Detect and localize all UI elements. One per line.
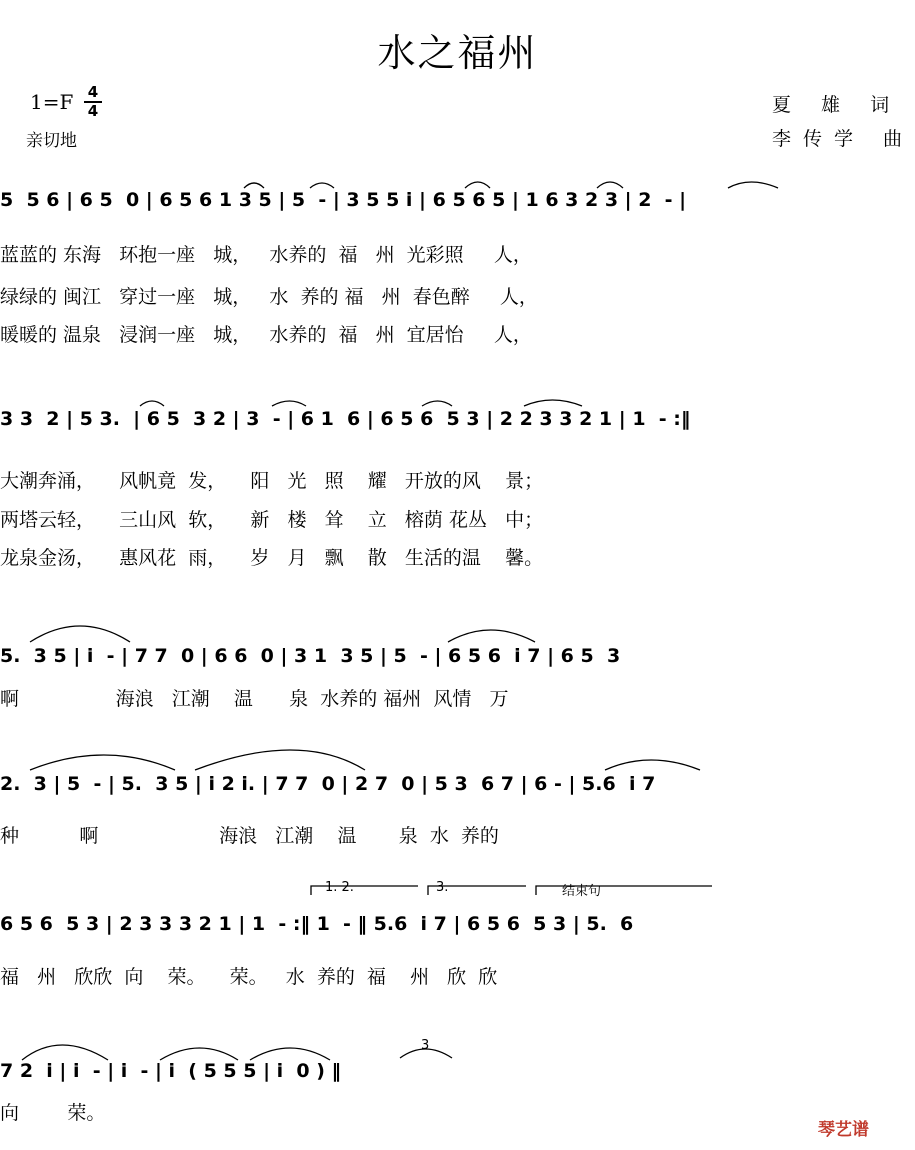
notation-line-3: 5. 3 5 | i - | 7 7 0 | 6 6 0 | 3 1 3 5 | 5 - | 6 5 6 i 7 | 6 5 3	[0, 645, 621, 667]
volta-1-2: 1. 2.	[325, 880, 354, 895]
notation-line-5: 6 5 6 5 3 | 2 3 3 3 2 1 | 1 - :‖ 1 - ‖ 5.6 i 7 | 6 5 6 5 3 | 5. 6	[0, 913, 634, 935]
ending-phrase-label: 结束句	[562, 884, 602, 899]
key-signature: 1=F	[30, 90, 74, 114]
notation-line-4: 2. 3 | 5 - | 5. 3 5 | i 2 i. | 7 7 0 | 2 7 0 | 5 3 6 7 | 6 - | 5.6 i 7	[0, 773, 656, 795]
lyric-line-6-1: 向 荣。	[0, 1102, 106, 1124]
watermark-logo: 琴艺谱	[818, 1120, 869, 1140]
lyric-line-2-2: 两塔云轻， 三山风 软， 新 楼 耸 立 榕荫 花丛 中；	[0, 509, 544, 531]
notation-line-6: 7 2 i | i - | i - | i ( 5 5 5 | i 0 ) ‖	[0, 1060, 342, 1082]
tempo-marking: 亲切地	[26, 131, 77, 151]
composer-credit: 李传学 曲	[772, 128, 915, 150]
time-signature-bottom: 4	[87, 102, 99, 120]
lyricist-credit: 夏 雄 词	[772, 94, 902, 116]
lyric-line-4-1: 种 啊 海浪 江潮 温 泉 水 养的	[0, 825, 499, 847]
lyric-line-1-1: 蓝蓝的 东海 环抱一座 城， 水养的 福 州 光彩照 人，	[0, 244, 532, 266]
lyric-line-3-1: 啊 海浪 江潮 温 泉 水养的 福州 风情 万	[0, 688, 509, 710]
lyric-line-2-3: 龙泉金汤， 惠风花 雨， 岁 月 飘 散 生活的温 馨。	[0, 547, 544, 569]
time-signature-top: 4	[87, 83, 99, 101]
notation-line-1: 5 5 6 | 6 5 0 | 6 5 6 1 3 5 | 5 - | 3 5 5 i | 6 5 6 5 | 1 6 3 2 3 | 2 - |	[0, 189, 687, 211]
lyric-line-2-1: 大潮奔涌， 风帆竟 发， 阳 光 照 耀 开放的风 景；	[0, 470, 544, 492]
notation-line-2: 3 3 2 | 5 3. | 6 5 3 2 | 3 - | 6 1 6 | 6 5 6 5 3 | 2 2 3 3 2 1 | 1 - :‖	[0, 408, 691, 430]
song-title: 水之福州	[377, 31, 538, 75]
lyric-line-1-2: 绿绿的 闽江 穿过一座 城， 水 养的 福 州 春色醉 人，	[0, 286, 538, 308]
triplet-mark: 3	[421, 1038, 430, 1053]
volta-3: 3.	[436, 880, 449, 895]
lyric-line-5-1: 福 州 欣欣 向 荣。 荣。 水 养的 福 州 欣 欣	[0, 966, 498, 988]
lyric-line-1-3: 暖暖的 温泉 浸润一座 城， 水养的 福 州 宜居怡 人，	[0, 324, 532, 346]
